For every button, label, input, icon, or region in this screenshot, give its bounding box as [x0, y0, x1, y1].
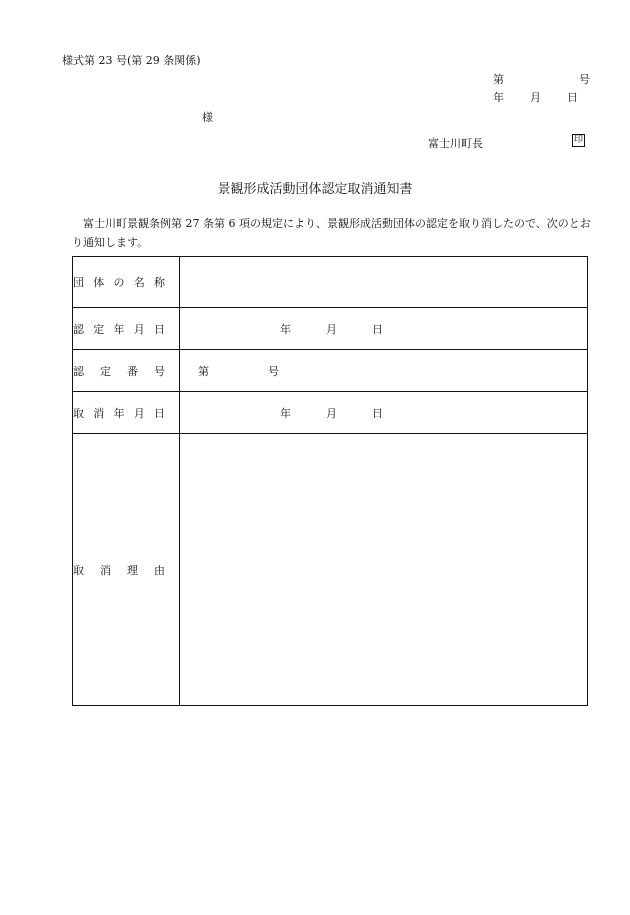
certification-number-prefix: 第 — [198, 364, 209, 378]
label-char: 月 — [133, 322, 145, 336]
label-char: 取 — [73, 563, 84, 577]
label-char: 定 — [100, 364, 111, 378]
certification-day-unit: 日 — [372, 322, 383, 336]
notice-form-table — [72, 256, 588, 706]
body-text: 富士川町景観条例第 27 条第 6 項の規定により、景観形成活動団体の認定を取り消したので、次のとおり通知します。 — [72, 217, 591, 249]
label-certification-date — [73, 308, 180, 350]
table-row-group-name — [73, 257, 588, 308]
label-char: 認 — [73, 364, 84, 378]
label-char: の — [113, 276, 125, 289]
certification-number-suffix: 号 — [268, 364, 279, 378]
table-row-certification-date — [73, 308, 588, 350]
issuer-name: 富士川町長 — [428, 137, 483, 150]
revocation-reason-value[interactable] — [180, 434, 588, 706]
body-paragraph — [72, 214, 592, 252]
issue-date-month: 月 — [530, 91, 541, 104]
table-row-revocation-date — [73, 392, 588, 434]
revocation-year-unit: 年 — [280, 406, 291, 420]
label-char: 月 — [133, 406, 145, 420]
revocation-month-unit: 月 — [326, 406, 337, 420]
label-char: 団 — [73, 276, 84, 289]
document-number-prefix: 第 — [493, 73, 504, 86]
label-char: 称 — [154, 276, 165, 289]
label-char: 消 — [93, 406, 105, 420]
label-char: 名 — [133, 276, 145, 289]
label-char: 認 — [73, 322, 84, 336]
recipient-honorific: 様 — [202, 111, 213, 124]
table-row-revocation-reason — [73, 434, 588, 706]
issue-date-year: 年 — [493, 91, 504, 104]
label-char: 号 — [154, 364, 165, 378]
label-revocation-date — [73, 392, 180, 434]
label-char: 消 — [100, 563, 111, 577]
label-char: 取 — [73, 406, 84, 420]
document-title: 景観形成活動団体認定取消通知書 — [217, 182, 413, 197]
seal-stamp-mark: 印 — [573, 135, 583, 145]
label-char: 定 — [93, 322, 105, 336]
label-char: 年 — [113, 406, 125, 420]
table-row-certification-number — [73, 350, 588, 392]
certification-number-value[interactable] — [180, 350, 588, 392]
issue-date-day: 日 — [567, 91, 578, 104]
form-number: 様式第 23 号(第 29 条関係) — [62, 54, 201, 67]
group-name-value[interactable] — [180, 257, 588, 308]
label-revocation-reason — [73, 434, 180, 706]
label-certification-number — [73, 350, 180, 392]
label-char: 番 — [127, 364, 138, 378]
label-char: 由 — [154, 563, 165, 577]
label-char: 年 — [113, 322, 125, 336]
certification-date-value[interactable] — [180, 308, 588, 350]
label-group-name — [73, 257, 180, 308]
label-char: 日 — [154, 406, 165, 420]
certification-year-unit: 年 — [280, 322, 291, 336]
revocation-day-unit: 日 — [372, 406, 383, 420]
certification-month-unit: 月 — [326, 322, 337, 336]
document-number-suffix: 号 — [579, 73, 590, 86]
label-char: 理 — [127, 563, 138, 577]
revocation-date-value[interactable] — [180, 392, 588, 434]
label-char: 体 — [93, 276, 105, 289]
label-char: 日 — [154, 322, 165, 336]
